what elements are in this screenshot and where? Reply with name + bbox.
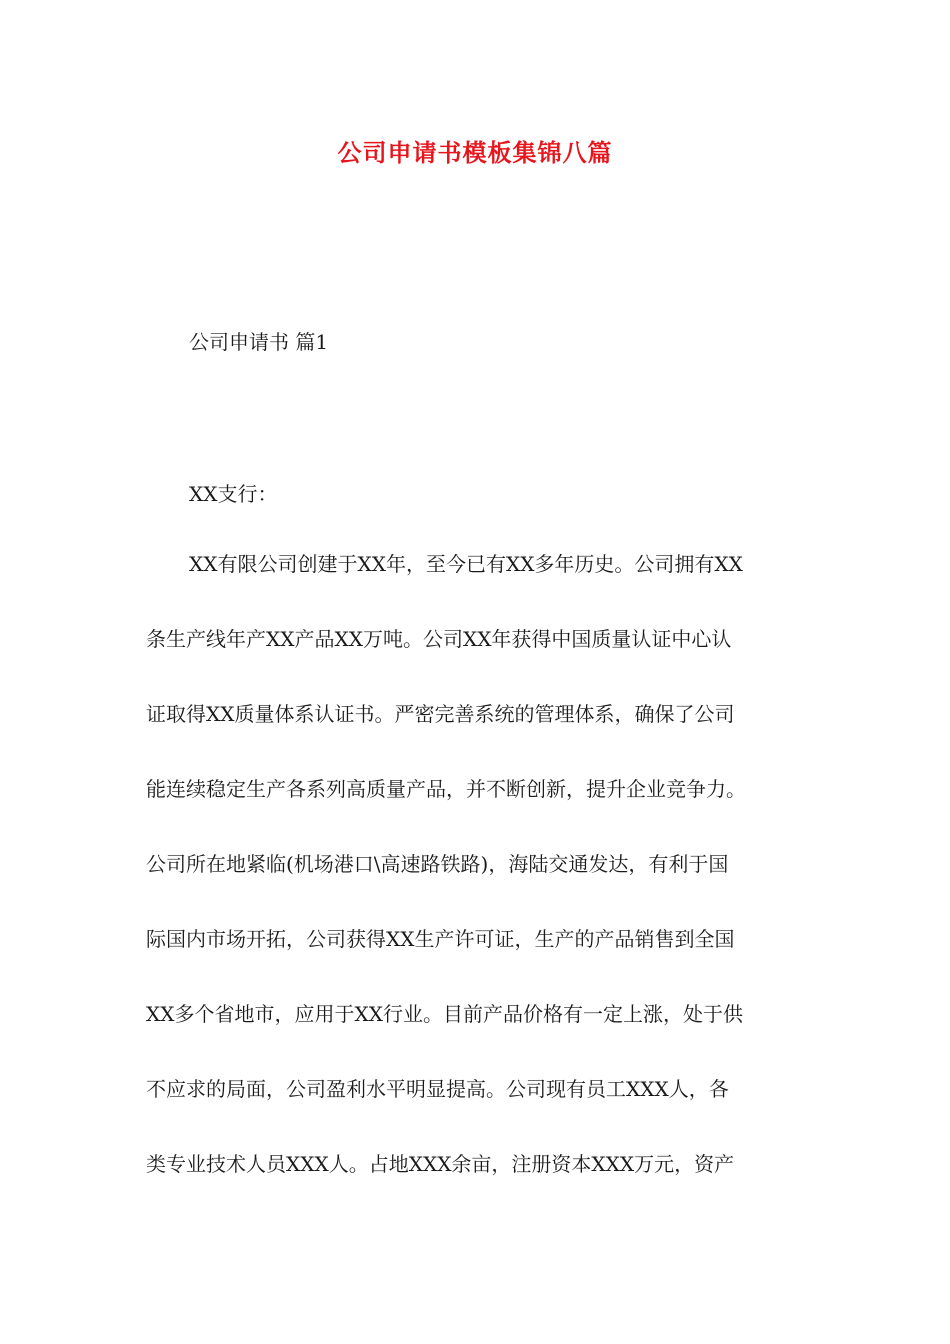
paragraph-line: 条生产线年产XX产品XX万吨。公司XX年获得中国质量认证中心认 xyxy=(146,627,732,651)
paragraph-line: XX多个省地市，应用于XX行业。目前产品价格有一定上涨，处于供 xyxy=(146,1002,743,1026)
body-paragraph xyxy=(146,550,806,1225)
paragraph-line: XX有限公司创建于XX年，至今已有XX多年历史。公司拥有XX xyxy=(189,552,743,576)
paragraph-line: 能连续稳定生产各系列高质量产品，并不断创新，提升企业竞争力。 xyxy=(146,777,746,801)
paragraph-line: 类专业技术人员XXX人。占地XXX余亩，注册资本XXX万元，资产 xyxy=(146,1152,735,1176)
paragraph-line: 不应求的局面，公司盈利水平明显提高。公司现有员工XXX人，各 xyxy=(146,1077,729,1101)
paragraph-line: 公司所在地紧临(机场港口\高速路铁路)，海陆交通发达，有利于国 xyxy=(146,852,729,876)
section-heading: 公司申请书 篇1 xyxy=(189,330,329,354)
document-title: 公司申请书模板集锦八篇 xyxy=(337,139,613,167)
paragraph-line: 际国内市场开拓，公司获得XX生产许可证，生产的产品销售到全国 xyxy=(146,927,735,951)
paragraph-line: 证取得XX质量体系认证书。严密完善系统的管理体系，确保了公司 xyxy=(146,702,735,726)
salutation: XX支行： xyxy=(189,482,278,506)
